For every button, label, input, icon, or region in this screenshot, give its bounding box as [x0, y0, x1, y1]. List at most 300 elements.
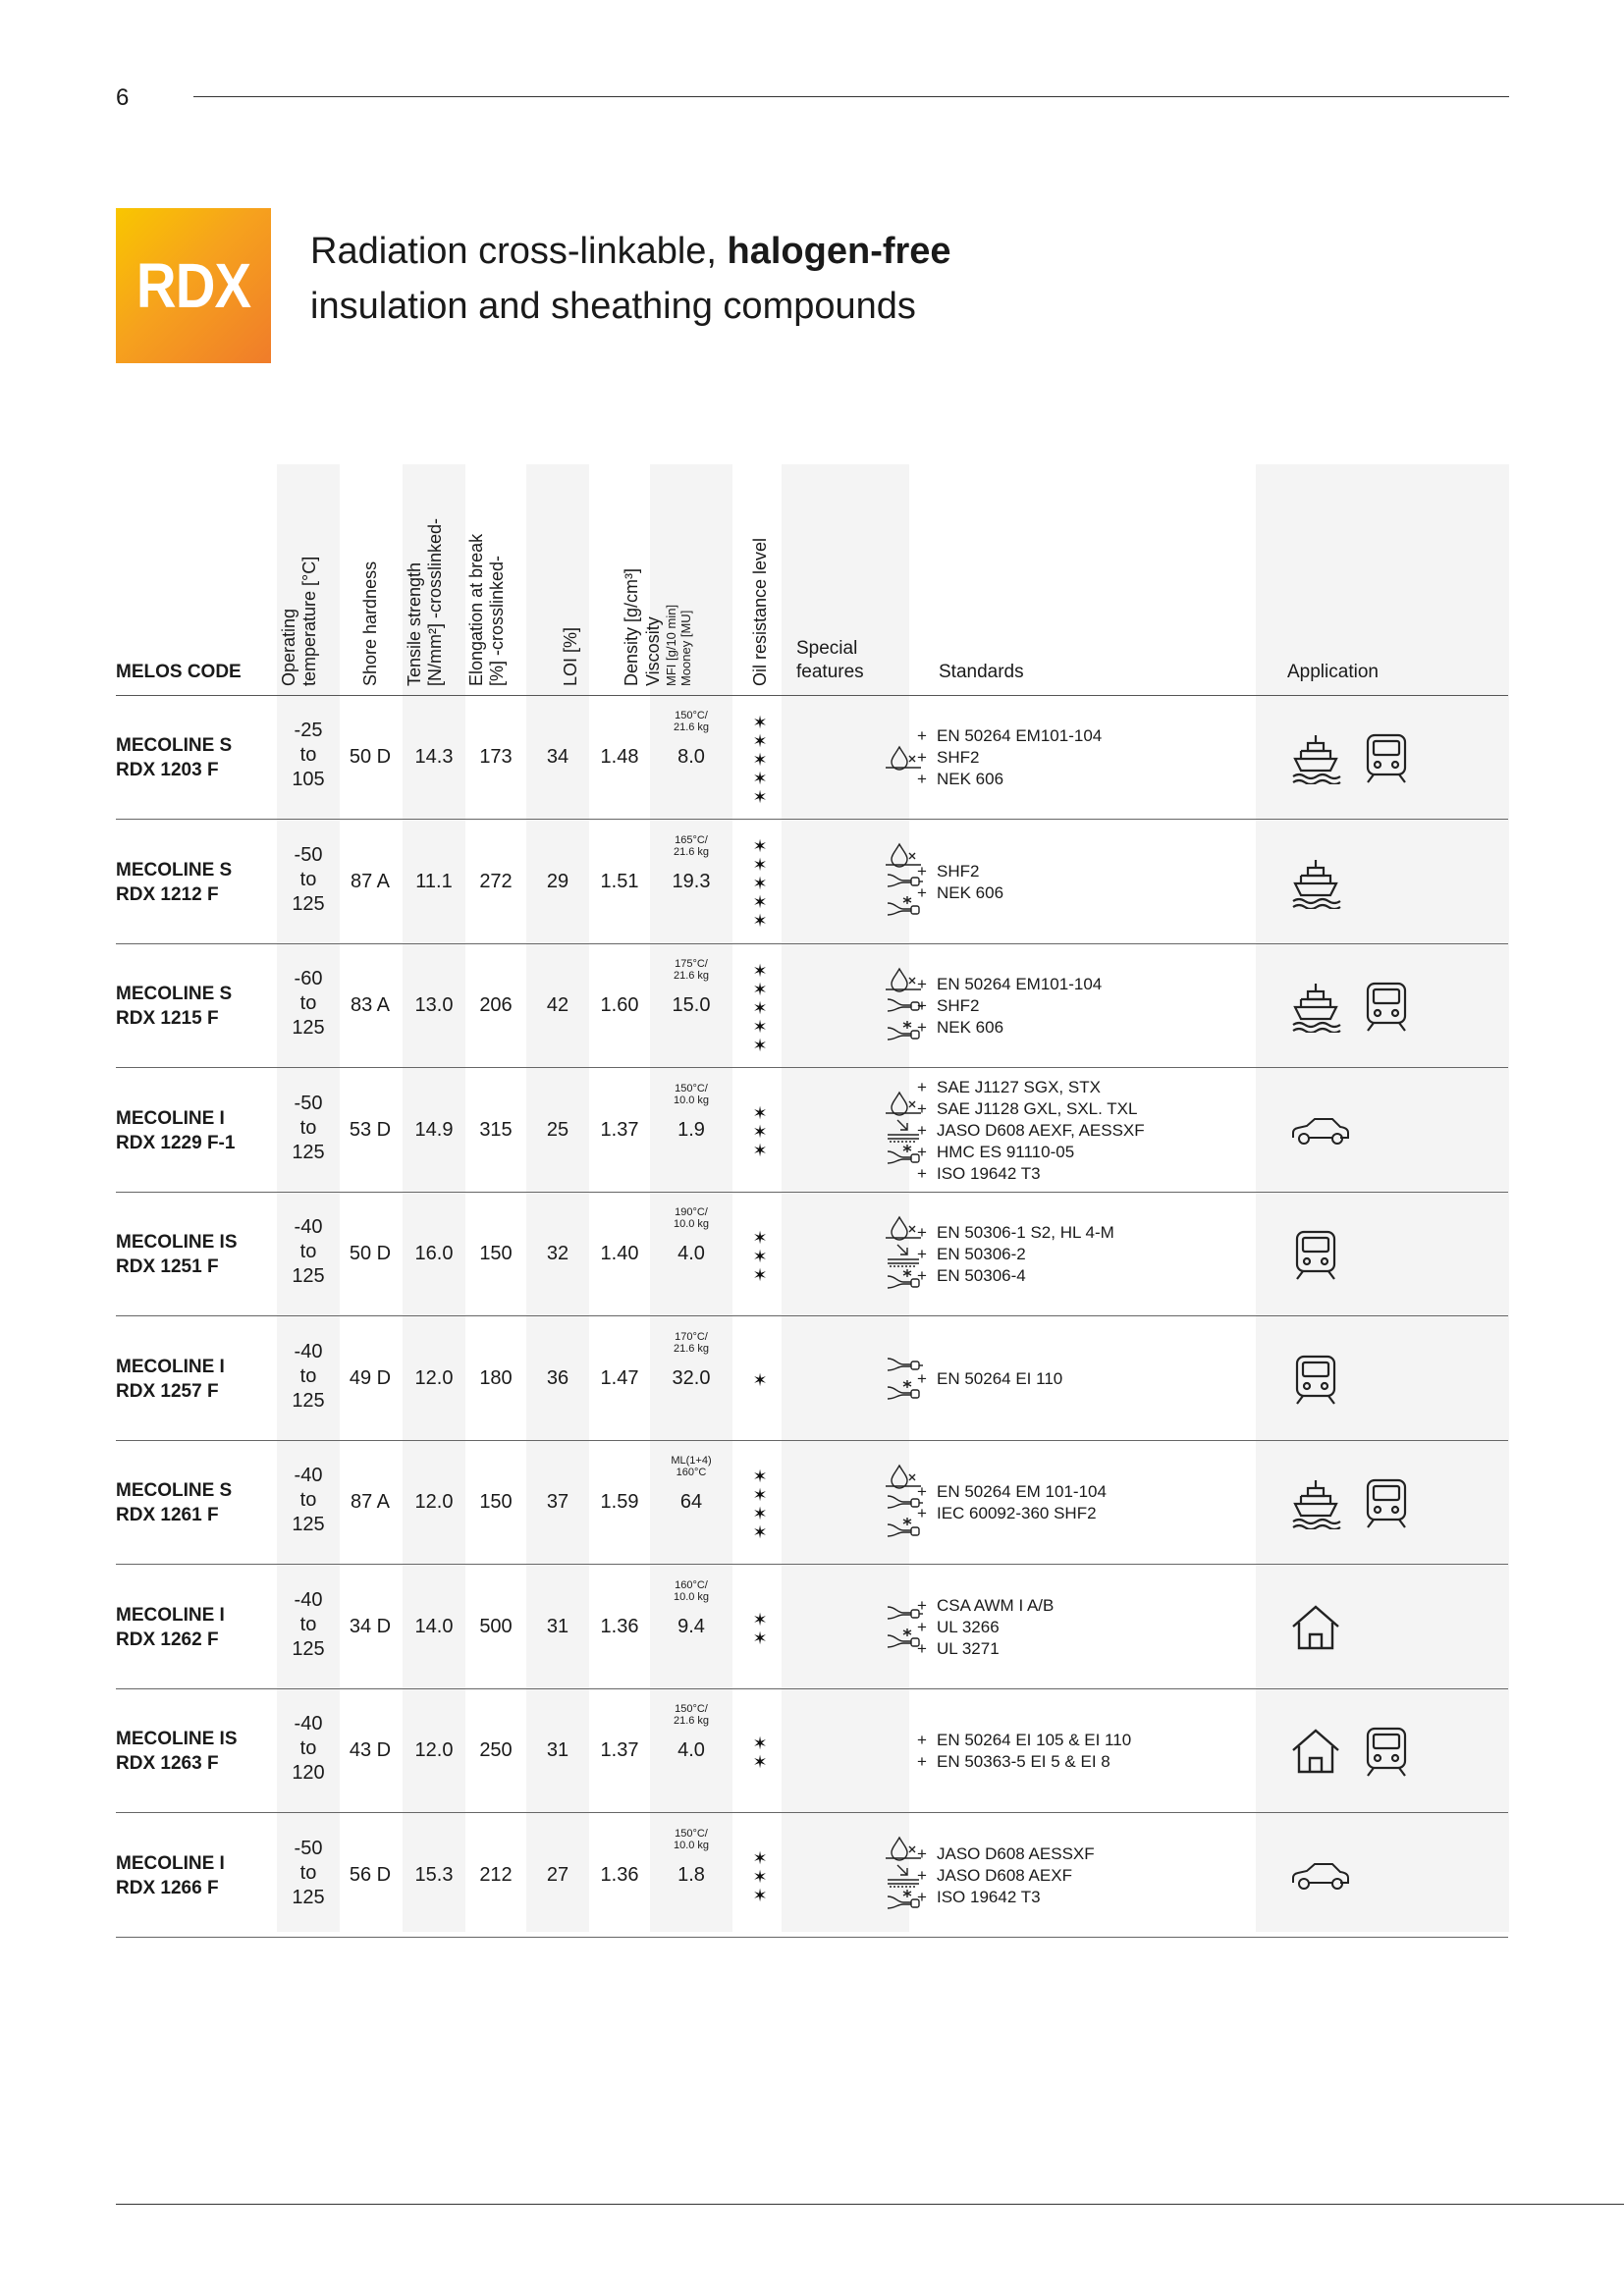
viscosity-value: 4.0 [677, 1739, 705, 1761]
melos-code [116, 1355, 225, 1404]
header-oil-resistance: Oil resistance level [750, 537, 770, 686]
visc-cond-line2: 21.6 kg [673, 1715, 710, 1727]
temp-max: 125 [292, 1389, 325, 1412]
visc-cond-line2: 21.6 kg [673, 970, 710, 982]
title-bold: halogen-free [727, 231, 951, 272]
shore-hardness: 87 A [350, 1491, 391, 1513]
tensile-strength: 11.1 [415, 870, 453, 892]
temp-to: to [299, 1489, 317, 1511]
code-line2: RDX 1203 F [116, 760, 219, 780]
bottom-rule [116, 2204, 1624, 2205]
standards-list [917, 861, 1003, 904]
star-icon: ✶ [752, 1141, 768, 1160]
operating-temperature [277, 1588, 340, 1662]
oil-resistance-stars [740, 837, 780, 931]
ship-icon [1289, 1474, 1342, 1529]
tensile-strength: 12.0 [414, 1739, 454, 1761]
standard-item: + JASO D608 AEXF, AESSXF [917, 1120, 1145, 1142]
standard-item: + EN 50264 EM 101-104 [917, 1481, 1107, 1503]
star-icon: ✶ [752, 1103, 768, 1123]
viscosity-value: 1.8 [677, 1863, 705, 1886]
melos-code [116, 1727, 238, 1776]
star-icon: ✶ [752, 1370, 768, 1390]
elongation: 173 [479, 746, 513, 768]
header-shore: Shore hardness [360, 561, 380, 686]
standard-item: + NEK 606 [917, 769, 1102, 790]
ship-icon [1289, 978, 1342, 1033]
page-number: 6 [116, 84, 130, 111]
tensile-strength: 12.0 [414, 1366, 454, 1389]
star-icon: ✶ [752, 1246, 768, 1266]
train-icon [1360, 1723, 1413, 1778]
star-icon: ✶ [752, 1609, 768, 1629]
standards-list [917, 1843, 1095, 1908]
temp-min: -50 [294, 1092, 323, 1114]
standard-item: + EN 50264 EM101-104 [917, 725, 1102, 747]
house-icon [1289, 1723, 1342, 1778]
melos-code [116, 858, 232, 907]
density-value: 1.40 [600, 1243, 639, 1264]
header-visc-line1: Viscosity [643, 616, 663, 686]
car-icon [1289, 1114, 1352, 1149]
standard-item: + SHF2 [917, 861, 1003, 882]
viscosity-value: 1.9 [677, 1118, 705, 1141]
tensile-strength: 13.0 [414, 994, 454, 1016]
loi-value: 31 [546, 1615, 569, 1637]
star-icon: ✶ [752, 960, 768, 981]
star-icon: ✶ [752, 979, 768, 999]
temp-to: to [299, 1613, 317, 1635]
temp-min: -40 [294, 1340, 323, 1362]
density-value: 1.36 [600, 1615, 639, 1637]
operating-temperature [277, 1837, 340, 1910]
visc-cond-line2: 10.0 kg [673, 1839, 710, 1851]
melos-code [116, 1230, 238, 1279]
temp-to: to [299, 992, 317, 1014]
viscosity-value: 19.3 [672, 870, 711, 892]
rdx-logo [116, 208, 271, 363]
temp-to: to [299, 1364, 317, 1387]
standards-list [917, 974, 1102, 1039]
standard-item: + ISO 19642 T3 [917, 1163, 1145, 1185]
standard-item: + NEK 606 [917, 882, 1003, 904]
oil-resistance-stars [740, 1849, 780, 1905]
operating-temperature [277, 1092, 340, 1165]
header-viscosity [643, 605, 693, 686]
loi-value: 27 [546, 1863, 569, 1886]
table-header [116, 464, 1508, 696]
visc-cond-line2: 10.0 kg [673, 1590, 710, 1603]
table-row [116, 1566, 1508, 1689]
temp-max: 120 [292, 1762, 325, 1784]
standard-item: + EN 50363-5 EI 5 & EI 8 [917, 1751, 1131, 1773]
viscosity-condition [650, 1331, 732, 1355]
standard-item: + NEK 606 [917, 1017, 1102, 1039]
standard-item: + EN 50264 EM101-104 [917, 974, 1102, 995]
visc-cond-line1: 150°C/ [675, 1827, 708, 1840]
standard-item: + ISO 19642 T3 [917, 1887, 1095, 1908]
train-icon [1360, 729, 1413, 784]
code-line1: MECOLINE S [116, 735, 233, 756]
standards-list [917, 1595, 1054, 1660]
code-line1: MECOLINE IS [116, 1232, 238, 1253]
loi-value: 32 [546, 1243, 569, 1264]
application-icons [1289, 854, 1342, 909]
star-icon: ✶ [752, 855, 768, 875]
melos-code [116, 1851, 225, 1900]
temp-to: to [299, 1241, 317, 1262]
code-line1: MECOLINE S [116, 984, 233, 1004]
application-icons [1289, 729, 1413, 784]
visc-cond-line1: 170°C/ [675, 1330, 708, 1343]
header-elong-line1: Elongation at break [466, 533, 486, 686]
star-icon: ✶ [752, 1035, 768, 1055]
oil-resistance-stars [740, 1735, 780, 1772]
melos-code [116, 733, 232, 782]
operating-temperature [277, 1712, 340, 1786]
star-icon: ✶ [752, 836, 768, 856]
viscosity-condition [650, 1206, 732, 1230]
elongation: 212 [479, 1863, 513, 1886]
star-icon: ✶ [752, 911, 768, 931]
star-icon: ✶ [752, 1522, 768, 1542]
viscosity-condition [650, 1703, 732, 1727]
train-icon [1360, 1474, 1413, 1529]
shore-hardness: 50 D [349, 1243, 392, 1264]
standard-item: + UL 3271 [917, 1638, 1054, 1660]
application-icons [1289, 1226, 1342, 1281]
viscosity-condition [650, 1579, 732, 1603]
title-line2: insulation and sheathing compounds [310, 286, 916, 327]
standard-item: + SAE J1127 SGX, STX [917, 1077, 1145, 1098]
viscosity-value: 4.0 [677, 1243, 705, 1264]
oil-resistance-stars [740, 1611, 780, 1648]
temp-to: to [299, 868, 317, 890]
application-icons [1289, 1599, 1342, 1654]
loi-value: 25 [546, 1118, 569, 1141]
code-line2: RDX 1257 F [116, 1380, 219, 1402]
star-icon: ✶ [752, 730, 768, 751]
standard-item: + EN 50306-1 S2, HL 4-M [917, 1222, 1114, 1244]
visc-cond-line1: 190°C/ [675, 1206, 708, 1218]
code-line1: MECOLINE IS [116, 1729, 238, 1749]
star-icon: ✶ [752, 786, 768, 807]
temp-min: -50 [294, 1837, 323, 1859]
temp-min: -25 [294, 720, 323, 741]
application-icons [1289, 978, 1413, 1033]
train-icon [1289, 1226, 1342, 1281]
melos-code [116, 982, 232, 1031]
visc-cond-line1: 165°C/ [675, 833, 708, 846]
header-application: Application [1287, 662, 1379, 682]
star-icon: ✶ [752, 1485, 768, 1505]
viscosity-condition [650, 1083, 732, 1106]
standards-list [917, 1077, 1145, 1185]
application-icons [1289, 1474, 1413, 1529]
header-density: Density [g/cm³] [622, 567, 641, 686]
top-rule [193, 96, 1509, 97]
standard-item: + IEC 60092-360 SHF2 [917, 1503, 1107, 1524]
header-temperature [279, 557, 320, 686]
title-line1: Radiation cross-linkable, [310, 231, 728, 272]
star-icon: ✶ [752, 997, 768, 1018]
temp-max: 125 [292, 1886, 325, 1908]
temp-max: 125 [292, 1141, 325, 1163]
ship-icon [1289, 729, 1342, 784]
code-line1: MECOLINE I [116, 1107, 225, 1129]
viscosity-condition [650, 958, 732, 982]
star-icon: ✶ [752, 1122, 768, 1142]
viscosity-value: 9.4 [677, 1615, 705, 1637]
header-special-line2: features [796, 662, 864, 682]
header-elong-line2: [%] -crosslinked- [487, 555, 507, 686]
table-row [116, 821, 1508, 944]
table-row [116, 944, 1508, 1068]
code-line1: MECOLINE I [116, 1604, 225, 1626]
visc-cond-line2: 10.0 kg [673, 1218, 710, 1230]
code-line2: RDX 1263 F [116, 1753, 219, 1774]
star-icon: ✶ [752, 768, 768, 788]
car-icon [1289, 1859, 1352, 1895]
star-icon: ✶ [752, 1504, 768, 1523]
standard-item: + SAE J1128 GXL, SXL. TXL [917, 1098, 1145, 1120]
visc-cond-line1: 150°C/ [675, 1703, 708, 1715]
standards-list [917, 1730, 1131, 1773]
operating-temperature [277, 843, 340, 917]
code-line2: RDX 1251 F [116, 1256, 219, 1277]
code-line1: MECOLINE S [116, 859, 233, 881]
star-icon: ✶ [752, 749, 768, 770]
standard-item: + HMC ES 91110-05 [917, 1142, 1145, 1163]
density-value: 1.37 [600, 1118, 639, 1141]
operating-temperature [277, 1464, 340, 1537]
temp-to: to [299, 1861, 317, 1884]
standards-list [917, 1368, 1062, 1390]
header-melos-code: MELOS CODE [116, 662, 242, 682]
header-loi: LOI [%] [561, 626, 580, 686]
elongation: 272 [479, 870, 513, 892]
visc-cond-line2: 21.6 kg [673, 1342, 710, 1355]
tensile-strength: 14.3 [414, 746, 454, 768]
house-icon [1289, 1599, 1342, 1654]
table-row [116, 696, 1508, 820]
oil-resistance-stars [740, 1104, 780, 1160]
application-icons [1289, 1351, 1342, 1406]
oil-resistance-stars [740, 1468, 780, 1542]
star-icon: ✶ [752, 1886, 768, 1905]
header-tensile-line2: [N/mm²] -crosslinked- [425, 517, 445, 686]
shore-hardness: 50 D [349, 746, 392, 768]
standard-item: + EN 50264 EI 110 [917, 1368, 1062, 1390]
star-icon: ✶ [752, 1734, 768, 1753]
standard-item: + CSA AWM I A/B [917, 1595, 1054, 1617]
shore-hardness: 53 D [349, 1118, 392, 1141]
star-icon: ✶ [752, 1467, 768, 1486]
operating-temperature [277, 1340, 340, 1414]
header-standards: Standards [939, 662, 1024, 682]
density-value: 1.36 [600, 1863, 639, 1886]
standard-item: + JASO D608 AEXF [917, 1865, 1095, 1887]
visc-cond-line2: 160°C [676, 1467, 707, 1478]
shore-hardness: 49 D [349, 1366, 392, 1389]
shore-hardness: 83 A [350, 994, 391, 1016]
star-icon: ✶ [752, 892, 768, 912]
elongation: 150 [479, 1243, 513, 1264]
visc-cond-line1: ML(1+4) [671, 1455, 712, 1467]
visc-cond-line2: 21.6 kg [673, 845, 710, 858]
loi-value: 36 [546, 1366, 569, 1389]
code-line2: RDX 1229 F-1 [116, 1132, 236, 1153]
temp-min: -60 [294, 968, 323, 989]
temp-max: 125 [292, 1265, 325, 1287]
standard-item: + EN 50306-4 [917, 1265, 1114, 1287]
table-row [116, 1193, 1508, 1316]
standard-item: + UL 3266 [917, 1617, 1054, 1638]
train-icon [1289, 1351, 1342, 1406]
density-value: 1.60 [600, 994, 639, 1016]
visc-cond-line1: 150°C/ [675, 1082, 708, 1095]
viscosity-value: 15.0 [672, 994, 711, 1016]
temp-min: -40 [294, 1465, 323, 1486]
code-line1: MECOLINE I [116, 1852, 225, 1874]
star-icon: ✶ [752, 712, 768, 732]
shore-hardness: 56 D [349, 1863, 392, 1886]
viscosity-condition [650, 710, 732, 733]
density-value: 1.37 [600, 1739, 639, 1761]
table-row [116, 1441, 1508, 1565]
melos-code [116, 1106, 235, 1155]
density-value: 1.48 [600, 746, 639, 768]
visc-cond-line1: 175°C/ [675, 958, 708, 970]
visc-cond-line1: 160°C/ [675, 1578, 708, 1591]
standards-list [917, 1222, 1114, 1287]
tensile-strength: 12.0 [414, 1491, 454, 1513]
table-row [116, 1814, 1508, 1938]
star-icon: ✶ [752, 1848, 768, 1868]
temp-min: -40 [294, 1216, 323, 1238]
header-visc-line2: MFI [g/10 min] [664, 604, 678, 686]
logo-text: RDX [135, 250, 251, 321]
code-line2: RDX 1266 F [116, 1877, 219, 1898]
header-visc-line3: Mooney [MU] [678, 610, 693, 686]
density-value: 1.47 [600, 1366, 639, 1389]
shore-hardness: 87 A [350, 870, 391, 892]
oil-resistance-stars [740, 1229, 780, 1285]
visc-cond-line2: 10.0 kg [673, 1094, 710, 1106]
train-icon [1360, 978, 1413, 1033]
elongation: 500 [479, 1615, 513, 1637]
visc-cond-line1: 150°C/ [675, 710, 708, 721]
operating-temperature [277, 967, 340, 1041]
star-icon: ✶ [752, 1752, 768, 1772]
melos-code [116, 1478, 232, 1527]
elongation: 315 [479, 1118, 513, 1141]
header-tensile [405, 518, 446, 686]
page-title [310, 224, 951, 334]
viscosity-condition [650, 1828, 732, 1851]
temp-min: -50 [294, 843, 323, 866]
oil-resistance-stars [740, 1371, 780, 1390]
tensile-strength: 16.0 [414, 1243, 454, 1264]
temp-to: to [299, 1116, 317, 1139]
star-icon: ✶ [752, 1264, 768, 1285]
code-line1: MECOLINE I [116, 1356, 225, 1377]
loi-value: 34 [546, 746, 569, 768]
temp-max: 125 [292, 1017, 325, 1039]
header-temp-line2: temperature [°C] [299, 556, 319, 686]
oil-resistance-stars [740, 962, 780, 1055]
standards-list [917, 1481, 1107, 1524]
code-line2: RDX 1215 F [116, 1008, 219, 1029]
star-icon: ✶ [752, 874, 768, 893]
tensile-strength: 14.0 [414, 1615, 454, 1637]
application-icons [1289, 1723, 1413, 1778]
viscosity-condition [650, 1455, 732, 1478]
star-icon: ✶ [752, 1867, 768, 1887]
loi-value: 29 [546, 870, 569, 892]
density-value: 1.51 [600, 870, 639, 892]
temp-to: to [299, 744, 317, 766]
star-icon: ✶ [752, 1227, 768, 1248]
oil-resistance-stars [740, 714, 780, 807]
table-row [116, 1689, 1508, 1813]
viscosity-value: 32.0 [672, 1366, 711, 1389]
temp-max: 125 [292, 1637, 325, 1660]
loi-value: 42 [546, 994, 569, 1016]
code-line2: RDX 1212 F [116, 883, 219, 905]
shore-hardness: 34 D [349, 1615, 392, 1637]
star-icon: ✶ [752, 1016, 768, 1037]
header-temp-line1: Operating [279, 608, 298, 686]
temp-min: -40 [294, 1588, 323, 1611]
temp-max: 125 [292, 1514, 325, 1535]
melos-code [116, 1603, 225, 1652]
elongation: 150 [479, 1491, 513, 1513]
standards-list [917, 725, 1102, 790]
code-line2: RDX 1261 F [116, 1505, 219, 1525]
visc-cond-line2: 21.6 kg [673, 721, 710, 733]
tensile-strength: 15.3 [414, 1863, 454, 1886]
header-tensile-line1: Tensile strength [405, 561, 424, 686]
density-value: 1.59 [600, 1491, 639, 1513]
code-line1: MECOLINE S [116, 1480, 233, 1501]
standard-item: + SHF2 [917, 995, 1102, 1017]
table-row [116, 1069, 1508, 1193]
application-icons [1289, 1859, 1352, 1895]
shore-hardness: 43 D [349, 1739, 392, 1761]
table-row [116, 1317, 1508, 1441]
row-rule [116, 1937, 1508, 1938]
elongation: 180 [479, 1366, 513, 1389]
operating-temperature [277, 719, 340, 792]
loi-value: 37 [546, 1491, 569, 1513]
standard-item: + JASO D608 AESSXF [917, 1843, 1095, 1865]
code-line2: RDX 1262 F [116, 1629, 219, 1650]
elongation: 250 [479, 1739, 513, 1761]
loi-value: 31 [546, 1739, 569, 1761]
viscosity-value: 64 [679, 1491, 703, 1513]
temp-max: 125 [292, 892, 325, 915]
header-special-line1: Special [796, 638, 858, 659]
application-icons [1289, 1114, 1352, 1149]
star-icon: ✶ [752, 1628, 768, 1648]
elongation: 206 [479, 994, 513, 1016]
tensile-strength: 14.9 [414, 1118, 454, 1141]
ship-icon [1289, 854, 1342, 909]
standard-item: + SHF2 [917, 747, 1102, 769]
temp-to: to [299, 1737, 317, 1759]
temp-min: -40 [294, 1713, 323, 1735]
